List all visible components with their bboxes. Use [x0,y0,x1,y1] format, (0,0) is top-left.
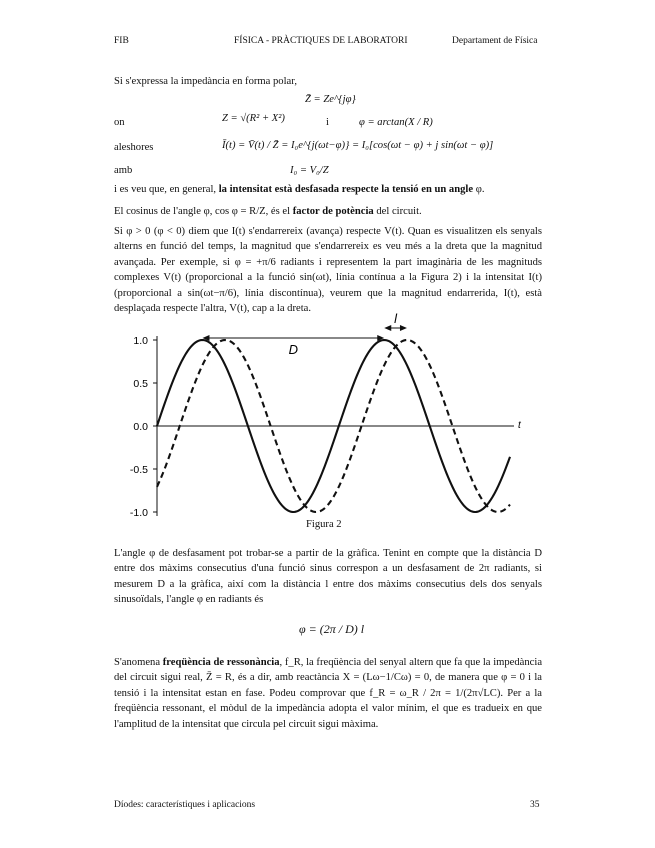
equation-current: Ī(t) = V̄(t) / Z̄ = I₀e^{j(ωt−φ)} = I₀[cos(ωt − φ) + j sin(ωt − φ)] [222,140,494,151]
equation-i0: I₀ = V₀/Z [290,165,329,176]
paragraph-phase-shift: i es veu que, en general, la intensitat està desfasada respecte la tensió en un angle φ. [114,184,485,195]
figure-caption: Figura 2 [306,519,342,530]
page-number: 35 [530,800,540,810]
conjunction-i: i [326,117,329,128]
header-left: FIB [114,36,129,46]
y-tick-label: -1.0 [129,507,148,519]
y-tick-label: 1.0 [133,335,148,347]
label-amb: amb [114,165,133,176]
annotation-l-arrow-left [384,325,391,331]
paragraph-resonance: S'anomena freqüència de ressonància, f_R, la freqüència del senyal altern que fa que la impedància del circuit sigui real, Z̄ = R, és a dir, amb reactància X = (Lω−1/Cω) = 0, de manera que φ = 0 i la tensió i la intensitat estan en fase. Podeu comprovar que f_R = ω_R / 2π = 1/(2π√LC). Per a la freqüència ressonant, el mòdul de la impedància adopta el valor mínim, el que es tradueix en que l'amplitud de la intensitat que circula pel circuit sigui màxima. [114,657,543,730]
equation-polar: Z̄ = Ze^{jφ} [305,94,356,105]
annotation-l-arrow-right [400,325,407,331]
x-axis-label: t [518,420,521,431]
annotation-D-label: D [288,342,299,357]
intro-text: Si s'expressa la impedància en forma polar, [114,76,297,87]
equation-z-magnitude: Z = √(R² + X²) [222,113,285,124]
y-tick-label: 0.0 [133,421,148,433]
label-aleshores: aleshores [114,142,154,153]
paragraph-power-factor: El cosinus de l'angle φ, cos φ = R/Z, és el factor de potència del circuit. [114,206,422,217]
equation-phi-arctan: φ = arctan(X / R) [359,117,433,128]
header-center: FÍSICA - PRÀCTIQUES DE LABORATORI [234,36,408,46]
paragraph-measure-angle: L'angle φ de desfasament pot trobar-se a partir de la gràfica. Tenint en compte que la distància D entre dos màxims consecutius d'una funció sinus correspon a un desfasament de 2π radiants, si mesurem D a la gràfica, així com la distància l entre dos màxims consecutius dels dos senyals sinusoïdals, l'angle φ en radiants és [114,548,542,606]
footer-title: Díodes: característiques i aplicacions [114,800,256,810]
y-tick-label: 0.5 [133,378,148,390]
equation-phi-from-graph: φ = (2π / D) l [299,622,365,636]
paragraph-lag-explanation: Si φ > 0 (φ < 0) diem que I(t) s'endarrereix (avança) respecte V(t). Quan es visualitzen els senyals alterns en funció del temps, la magnitud que s'endarrereix es veu més a la dreta que la magnitud avançada. Per exemple, si φ = +π/6 radiants i representem la part imaginària de les magnituds complexes V(t) (proporcional a la funció sin(ωt), línia contínua a la Figura 2) i la intensitat I(t) (proporcional a sin(ωt−π/6), línia discontínua), veurem que la magnitud endarrerida, I(t), està desplaçada respecte l'altra, V(t), cap a la dreta. [114,226,542,315]
annotation-l-label: l [394,312,398,326]
y-tick-label: -0.5 [129,464,148,476]
header-right: Departament de Física [452,36,538,46]
label-on: on [114,117,125,128]
figure-2-chart [110,312,530,532]
